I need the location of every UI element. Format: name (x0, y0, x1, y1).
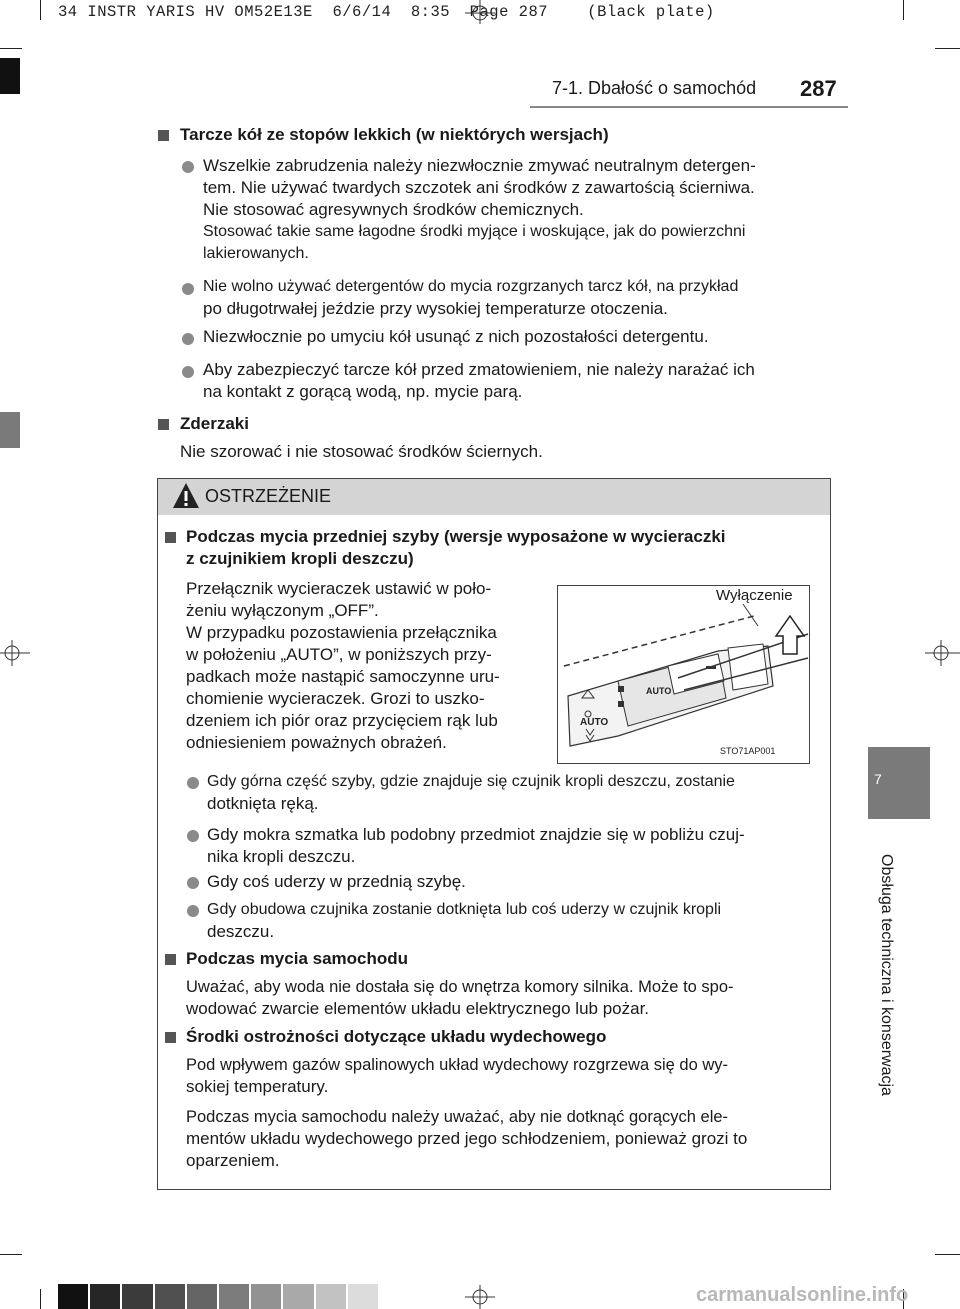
wheels-bullet-4: Aby zabezpieczyć tarcze kół przed zmatowieniem, nie należy narażać ich na kontakt z gorącą wodą, np. mycie parą. (203, 360, 755, 401)
chapter-tab (868, 747, 930, 819)
edge-marker (0, 58, 20, 94)
warning-s1-bullet-4: Gdy obudowa czujnika zostanie dotknięta lub coś uderzy w czujnik kropli deszczu. (207, 901, 722, 941)
figure-callout: Wyłączenie (716, 587, 793, 604)
registration-mark (455, 1285, 505, 1309)
heading-square-icon (158, 419, 169, 430)
edge-marker (0, 412, 20, 448)
page-number: 287 (800, 76, 837, 101)
wheels-heading: Tarcze kół ze stopów lekkich (w niektórych wersjach) (180, 125, 609, 144)
bumpers-text: Nie szorować i nie stosować środków ściernych. (180, 442, 543, 461)
crop-mark (935, 48, 960, 49)
heading-square-icon (158, 130, 169, 141)
warning-triangle-icon (172, 482, 200, 509)
registration-mark (455, 0, 505, 24)
bullet-icon (182, 283, 194, 295)
bullet-icon (187, 877, 199, 889)
bullet-icon (182, 366, 194, 378)
figure-auto-label: AUTO (646, 686, 672, 696)
color-bar (58, 1284, 378, 1309)
figure-auto-label: AUTO (580, 717, 609, 728)
wheels-bullet-1: Wszelkie zabrudzenia należy niezwłocznie zmywać neutralnym detergen- tem. Nie używać twardych szczotek ani środków z zawartością ścierniwa. Nie stosować agresywnych środków chemicznych. Stosować takie same łagodne środki myjące i woskujące, jak do powierzchni lakierowanych. (203, 156, 756, 262)
crop-mark (0, 48, 22, 49)
section-title: 7-1. Dbałość o samochód (552, 78, 757, 98)
figure-code: STO71AP001 (720, 746, 776, 756)
bullet-icon (182, 161, 194, 173)
warning-s1-heading: Podczas mycia przedniej szyby (wersje wyposażone w wycieraczki z czujnikiem kropli deszczu) (186, 527, 726, 568)
warning-s1-text: Przełącznik wycieraczek ustawić w poło- żeniu wyłączonym „OFF”. W przypadku pozostawienia przełącznika w położeniu „AUTO”, w poniższych przy- padkach może nastąpić samoczynne uru- chomienie wycieraczek. Grozi to uszko- dzeniem ich piór oraz przycięciem rąk lub odniesieniem poważnych obrażeń. (186, 579, 500, 752)
warning-label: OSTRZEŻENIE (205, 486, 332, 506)
chapter-title-vertical (868, 826, 904, 1126)
crop-mark (935, 1254, 960, 1255)
watermark: carmanualsonline.info (696, 1284, 909, 1306)
bullet-icon (182, 333, 194, 345)
warning-s2-text: Uważać, aby woda nie dostała się do wnętrza komory silnika. Może to spo- wodować zwarcie elementów układu elektrycznego lub pożar. (186, 978, 734, 1018)
wiper-switch-figure (557, 585, 810, 764)
registration-mark (925, 628, 960, 678)
chapter-title: Obsługa techniczna i konserwacja (878, 854, 895, 1096)
warning-s1-bullet-3: Gdy coś uderzy w przednią szybę. (207, 872, 466, 891)
wheels-bullet-3: Niezwłocznie po umyciu kół usunąć z nich pozostałości detergentu. (203, 327, 709, 346)
warning-s2-heading: Podczas mycia samochodu (186, 949, 409, 968)
warning-s1-bullet-2: Gdy mokra szmatka lub podobny przedmiot znajdzie się w pobliżu czuj- nika kropli deszczu. (207, 825, 745, 866)
wheels-bullet-2: Nie wolno używać detergentów do mycia rozgrzanych tarcz kół, na przykład po długotrwałej jeździe przy wysokiej temperaturze otoczenia. (203, 278, 739, 318)
heading-square-icon (165, 954, 176, 965)
heading-square-icon (165, 532, 176, 543)
plate-line: 34 INSTR YARIS HV OM52E13E 6/6/14 8:35 Page 287 (Black plate) (58, 3, 715, 21)
heading-square-icon (165, 1032, 176, 1043)
bullet-icon (187, 905, 199, 917)
crop-mark (903, 0, 904, 20)
registration-mark (0, 628, 30, 678)
wiper-stalk-illustration (558, 586, 809, 763)
warning-s3-heading: Środki ostrożności dotyczące układu wydechowego (186, 1027, 607, 1046)
warning-s3-para-1: Pod wpływem gazów spalinowych układ wydechowy rozgrzewa się do wy- sokiej temperatury. (186, 1056, 728, 1096)
crop-mark (40, 1289, 41, 1309)
header-rule (530, 106, 848, 108)
bumpers-heading: Zderzaki (180, 414, 249, 433)
chapter-number: 7 (874, 771, 882, 787)
crop-mark (40, 0, 41, 20)
warning-s3-para-2: Podczas mycia samochodu należy uważać, aby nie dotknąć gorących ele- mentów układu wydechowego przed jego schłodzeniem, ponieważ grozi to oparzeniem. (186, 1108, 748, 1170)
bullet-icon (187, 830, 199, 842)
crop-mark (0, 1254, 22, 1255)
bullet-icon (187, 777, 199, 789)
warning-s1-bullet-1: Gdy górna część szyby, gdzie znajduje się czujnik kropli deszczu, zostanie dotknięta ręką. (207, 773, 735, 813)
